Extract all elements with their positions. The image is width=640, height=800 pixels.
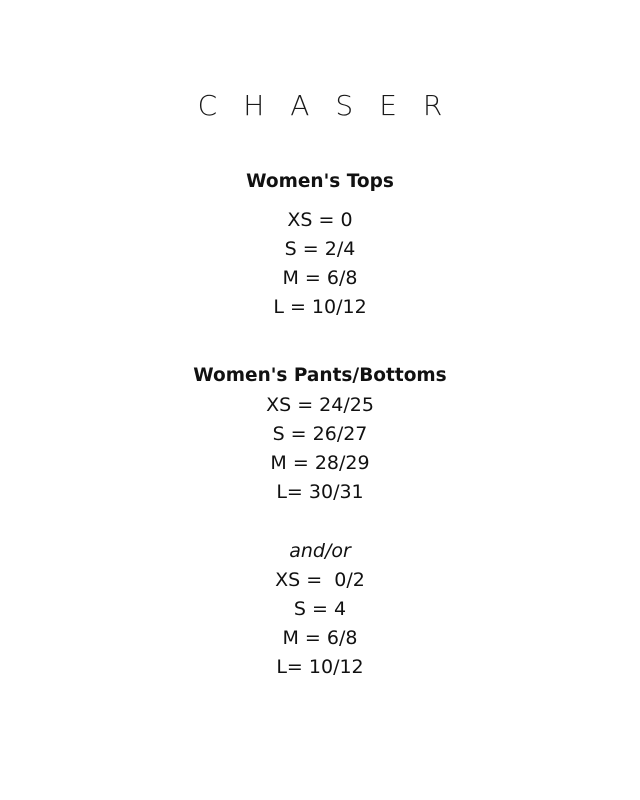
bottoms-heading: Women's Pants/Bottoms xyxy=(193,365,447,386)
bottoms-connector: and/or xyxy=(289,540,351,562)
bottoms-alt-size-m: M = 6/8 xyxy=(282,627,358,649)
tops-heading: Women's Tops xyxy=(246,171,394,192)
tops-size-l: L = 10/12 xyxy=(273,296,367,318)
tops-size-s: S = 2/4 xyxy=(284,238,356,260)
bottoms-size-l: L= 30/31 xyxy=(276,481,364,503)
bottoms-alt-size-l: L= 10/12 xyxy=(276,656,364,678)
tops-size-xs: XS = 0 xyxy=(287,209,353,231)
brand-logo: CHASER xyxy=(197,89,469,122)
tops-size-m: M = 6/8 xyxy=(282,267,358,289)
bottoms-size-xs: XS = 24/25 xyxy=(266,394,374,416)
bottoms-alt-size-s: S = 4 xyxy=(293,598,347,620)
bottoms-size-s: S = 26/27 xyxy=(272,423,368,445)
bottoms-size-m: M = 28/29 xyxy=(270,452,370,474)
bottoms-alt-size-xs: XS = 0/2 xyxy=(275,569,365,591)
